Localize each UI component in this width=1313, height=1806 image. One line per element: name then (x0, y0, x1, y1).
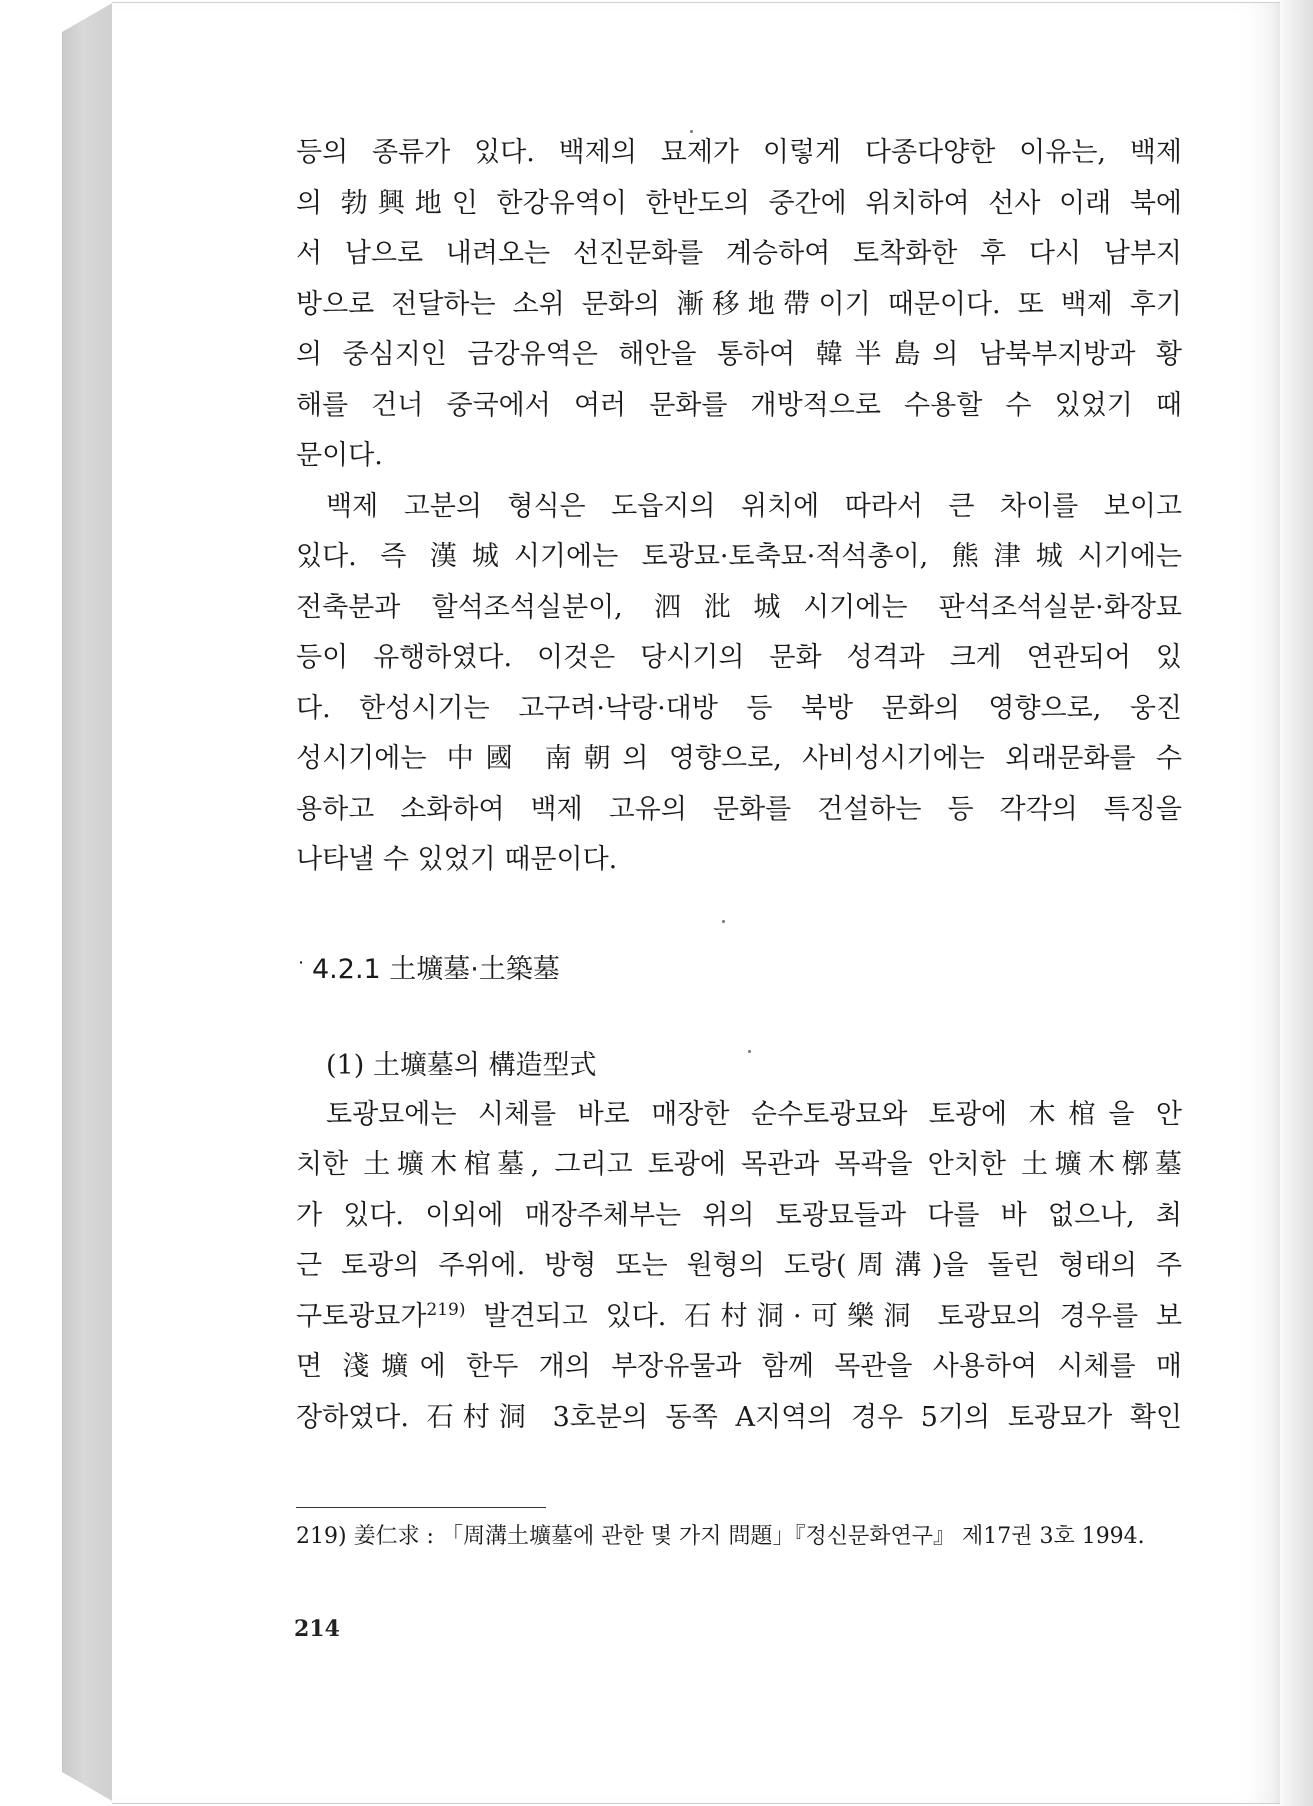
text-line: 서 남으로 내려오는 선진문화를 계승하여 토착화한 후 다시 남부지 (296, 238, 1182, 269)
footnote: 219) 姜仁求 : 「周溝土壙墓에 관한 몇 가지 問題」『정신문화연구』 제17권 3호 1994. (296, 1524, 1145, 1549)
text-line: 문이다. (296, 440, 383, 471)
text-fragment: 발견되고 있다. 石村洞·可樂洞 토광묘의 경우를 보 (465, 1300, 1182, 1332)
text-line: 가 있다. 이외에 매장주체부는 위의 토광묘들과 다를 바 없으나, 최 (296, 1199, 1182, 1231)
paragraph-3 (296, 1090, 1182, 1444)
heading-mark: ˙ (296, 957, 306, 982)
text-line: 있다. 즉 漢城시기에는 토광묘·토축묘·적석총이, 熊津城시기에는 (296, 541, 1182, 572)
text-fragment: 구토광묘가 (296, 1300, 427, 1332)
text-line: 장하였다. 石村洞 3호분의 동쪽 A지역의 경우 5기의 토광묘가 확인 (296, 1401, 1182, 1433)
text-line: 의 勃興地인 한강유역이 한반도의 중간에 위치하여 선사 이래 북에 (296, 187, 1182, 219)
text-line: 방으로 전달하는 소위 문화의 漸移地帶이기 때문이다. 또 백제 후기 (296, 288, 1182, 320)
body-text (296, 128, 1182, 1443)
text-line: 의 중심지인 금강유역은 해안을 통하여 韓半島의 남북부지방과 황 (296, 339, 1182, 370)
heading-text: 4.2.1 土壙墓·土築墓 (312, 953, 560, 985)
footnote-reference[interactable]: 219) (426, 1299, 466, 1320)
text-line: 토광묘에는 시체를 바로 매장한 순수토광묘와 토광에 木棺을 안 (326, 1098, 1182, 1130)
book-spine-edge (62, 2, 114, 1802)
text-line: 백제 고분의 형식은 도읍지의 위치에 따라서 큰 차이를 보이고 (326, 490, 1182, 522)
text-line: 용하고 소화하여 백제 고유의 문화를 건설하는 등 각각의 특징을 (296, 793, 1182, 825)
text-line: 등의 종류가 있다. 백제의 묘제가 이렇게 다종다양한 이유는, 백제 (296, 137, 1182, 168)
text-line: 다. 한성시기는 고구려·낙랑·대방 등 북방 문화의 영향으로, 웅진 (296, 692, 1182, 724)
section-heading (296, 950, 1182, 990)
text-line: 해를 건너 중국에서 여러 문화를 개방적으로 수용할 수 있었기 때 (296, 389, 1182, 421)
page-number: 214 (294, 1616, 340, 1642)
text-line: 근 토광의 주위에. 방형 또는 원형의 도랑(周溝)을 돌린 형태의 주 (296, 1250, 1182, 1281)
text-line (296, 1292, 1182, 1343)
text-line: 나타낼 수 있었기 때문이다. (296, 844, 618, 875)
text-line: 치한 土壙木棺墓, 그리고 토광에 목관과 목곽을 안치한 土壙木槨墓 (296, 1149, 1182, 1180)
text-line: 면 淺壙에 한두 개의 부장유물과 함께 목관을 사용하여 시체를 매 (296, 1351, 1182, 1382)
paragraph-2 (296, 482, 1182, 886)
paragraph-1 (296, 128, 1182, 482)
text-line: 등이 유행하였다. 이것은 당시기의 문화 성격과 크게 연관되어 있 (296, 642, 1182, 673)
footnote-divider (296, 1507, 546, 1508)
page-shadow (1273, 0, 1313, 1806)
text-line: 전축분과 할석조석실분이, 泗沘城시기에는 판석조석실분·화장묘 (296, 591, 1182, 623)
subsection-heading: (1) 土壙墓의 構造型式 (326, 1049, 597, 1081)
text-line: 성시기에는 中國 南朝의 영향으로, 사비성시기에는 외래문화를 수 (296, 743, 1182, 774)
